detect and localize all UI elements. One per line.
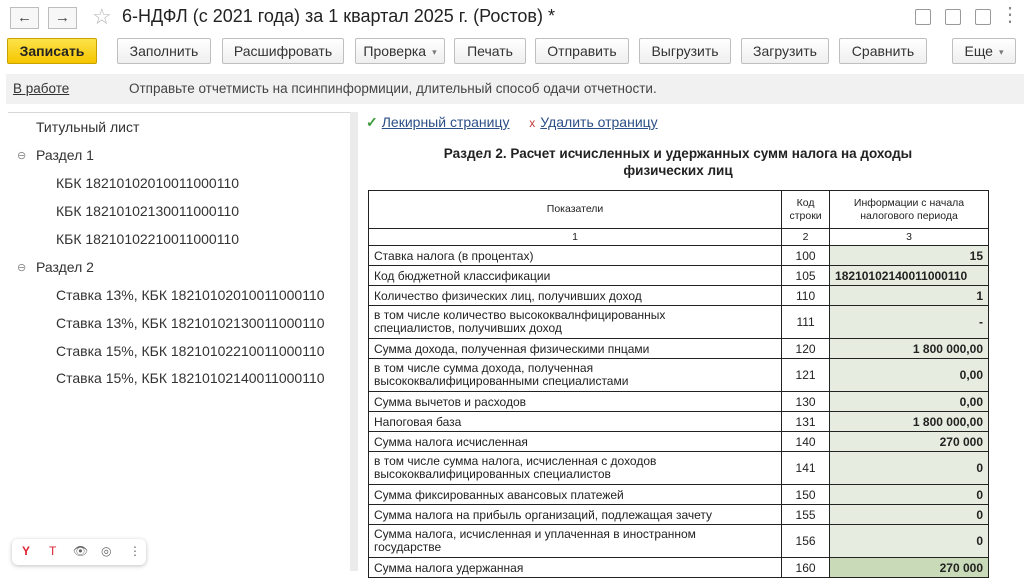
row-label: Ставка налога (в процентах) (369, 246, 782, 266)
delete-page-link[interactable]: Удалить отраницу (540, 114, 658, 130)
back-arrow-icon[interactable]: ← (10, 7, 39, 29)
header-code-line-1: Код (796, 196, 815, 209)
row-value-cell[interactable]: 1 800 000,00 (830, 412, 989, 432)
heading-line-2: физических лиц (623, 163, 733, 178)
status-link[interactable]: В работе (13, 81, 70, 96)
row-label: Сумма налога на прибыль организаций, подлежащая зачету (369, 505, 782, 525)
chevron-down-icon: ▾ (998, 47, 1004, 57)
row-code: 140 (782, 432, 830, 452)
row-value-cell[interactable]: 15 (830, 246, 989, 266)
header-info (830, 191, 989, 229)
tree-item-section-1[interactable]: Раздел 1 (36, 147, 94, 163)
row-value-cell[interactable]: 0 (830, 452, 989, 485)
more-button-label: Еще (964, 43, 993, 59)
row-value-cell[interactable]: 270 000 (830, 432, 989, 452)
tree-item-rate[interactable]: Ставка 15%, КБК 18210102210011000110 (56, 343, 325, 359)
row-value-cell[interactable]: 0 (830, 525, 989, 558)
row-code: 156 (782, 525, 830, 558)
column-numbers-row (369, 229, 989, 246)
row-code: 130 (782, 392, 830, 412)
title-bar (0, 0, 1024, 36)
table-row (369, 412, 989, 432)
row-label (369, 525, 782, 558)
table-row (369, 286, 989, 306)
page-actions (366, 114, 658, 131)
check-button-label: Проверка (363, 43, 427, 59)
screenshot-icon[interactable]: ◎ (101, 544, 112, 558)
row-value-cell[interactable]: 18210102140011000110 (830, 266, 989, 286)
import-button[interactable]: Загрузить (741, 38, 829, 64)
heading-line-1: Раздел 2. Расчет исчисленных и удержанных сумм налога на доходы (443, 146, 913, 161)
row-value-cell[interactable]: 0 (830, 485, 989, 505)
collapse-icon[interactable]: ⊖ (17, 150, 27, 162)
tree-item-section-2[interactable]: Раздел 2 (36, 259, 94, 275)
row-code: 160 (782, 558, 830, 578)
tree-item-title-page[interactable]: Титульный лист (36, 119, 140, 135)
more-dropdown-button[interactable] (952, 38, 1016, 64)
table-row (369, 392, 989, 412)
row-value-cell[interactable]: 1 800 000,00 (830, 339, 989, 359)
table-row (369, 525, 989, 558)
panel-splitter[interactable] (350, 112, 358, 571)
column-number: 1 (369, 229, 782, 246)
column-number: 3 (830, 229, 989, 246)
header-code (782, 191, 830, 229)
row-label-line-2: высококвалифицированными специалистами (374, 374, 629, 388)
row-value-cell[interactable]: 270 000 (830, 558, 989, 578)
save-disk-icon[interactable] (915, 9, 931, 25)
compare-button[interactable]: Сравнить (839, 38, 927, 64)
fill-button[interactable]: Заполнить (117, 38, 211, 64)
yandex-icon[interactable]: Y (22, 544, 31, 558)
row-value-cell[interactable]: 0,00 (830, 359, 989, 392)
row-value-cell[interactable]: 0 (830, 505, 989, 525)
row-value-cell[interactable]: 0,00 (830, 392, 989, 412)
check-dropdown-button[interactable] (355, 38, 445, 64)
row-label (369, 452, 782, 485)
cross-icon: x (529, 116, 536, 130)
row-label: Сумма вычетов и расходов (369, 392, 782, 412)
table-row (369, 339, 989, 359)
row-label-line-2: специалистов, получивших доход (374, 321, 562, 335)
row-label: Сумма дохода, полученная физическими пнцами (369, 339, 782, 359)
row-label: Сумма фиксированных авансовых платежей (369, 485, 782, 505)
table-row (369, 246, 989, 266)
table-row (369, 266, 989, 286)
row-value-cell[interactable]: 1 (830, 286, 989, 306)
header-indicator: Показатели (369, 191, 782, 229)
row-code: 141 (782, 452, 830, 485)
collapse-icon[interactable]: ⊖ (17, 262, 27, 274)
row-label: Количество физических лиц, получивших доход (369, 286, 782, 306)
tree-item-rate[interactable]: Ставка 13%, КБК 18210102130011000110 (56, 315, 325, 331)
row-code: 131 (782, 412, 830, 432)
table-row (369, 359, 989, 392)
header-code-line-2: строки (789, 209, 822, 222)
column-number: 2 (782, 229, 830, 246)
row-code: 155 (782, 505, 830, 525)
row-label: Напоговая база (369, 412, 782, 432)
toolbar (0, 36, 1024, 68)
add-page-link[interactable]: Лекирный страницу (381, 114, 510, 130)
table-row (369, 306, 989, 339)
chevron-down-icon: ▾ (432, 47, 437, 57)
status-bar (6, 74, 1024, 104)
export-button[interactable]: Выгрузить (639, 38, 731, 64)
row-code: 105 (782, 266, 830, 286)
table-row (369, 485, 989, 505)
table-row (369, 505, 989, 525)
status-message: Отправьте отчетмисть на псинпинформиции, длительный способ одачи отчетности. (129, 81, 657, 96)
preview-icon[interactable] (975, 9, 991, 25)
row-label-line-2: государстве (374, 540, 442, 554)
checkmark-icon: ✓ (366, 114, 378, 130)
tree-item-rate[interactable]: Ставка 13%, КБК 18210102010011000110 (56, 287, 325, 303)
row-label-line-2: высококвалифицированных специалистов (374, 467, 611, 481)
eye-icon[interactable]: 👁 (73, 544, 89, 558)
tree-item-rate-selected[interactable]: Ставка 15%, КБК 18210102140011000110 (56, 370, 325, 386)
section-heading (430, 145, 926, 179)
row-code: 120 (782, 339, 830, 359)
table-header-row (369, 191, 989, 229)
row-label-line-1: в том числе сумма дохода, полученная (374, 361, 594, 375)
more-menu-icon[interactable]: ⋮ (1000, 4, 1021, 26)
section-tree (8, 112, 350, 571)
header-info-line-2: налогового периода (860, 209, 958, 222)
row-label: Сумма налога исчисленная (369, 432, 782, 452)
row-label (369, 306, 782, 339)
print-icon[interactable] (945, 9, 961, 25)
row-code: 111 (782, 306, 830, 339)
table-row (369, 432, 989, 452)
row-code: 110 (782, 286, 830, 306)
window-title: 6-НДФЛ (с 2021 года) за 1 квартал 2025 г. (Ростов) * (122, 6, 555, 26)
text-select-icon[interactable]: T (49, 544, 57, 558)
more-icon[interactable]: ⋮ (129, 544, 141, 558)
tree-item-kbk[interactable]: КБК 18210102210011000110 (56, 231, 240, 247)
row-label-line-1: в том числе сумма налога, исчисленная с доходов (374, 454, 657, 468)
row-code: 150 (782, 485, 830, 505)
row-label: Код бюджетной классификации (369, 266, 782, 286)
table-row (369, 558, 989, 578)
favorite-star-icon[interactable]: ☆ (92, 4, 112, 29)
header-info-line-1: Информации с начала (853, 196, 965, 209)
row-label (369, 359, 782, 392)
row-code: 100 (782, 246, 830, 266)
send-button[interactable]: Отправить (535, 38, 629, 64)
decode-button[interactable]: Расшифровать (222, 38, 344, 64)
row-label-line-1: в том числе количество высококвалнфицированных (374, 308, 666, 322)
save-button[interactable]: Записать (7, 38, 97, 64)
row-label-line-1: Сумма налога, исчисленная и уплаченная в иностранном (374, 527, 696, 541)
report-table (368, 190, 989, 578)
row-value-cell[interactable]: - (830, 306, 989, 339)
tree-item-kbk[interactable]: КБК 18210102010011000110 (56, 175, 240, 191)
row-code: 121 (782, 359, 830, 392)
floating-toolbar (12, 539, 146, 565)
print-button[interactable]: Печать (454, 38, 526, 64)
forward-arrow-icon[interactable]: → (48, 7, 77, 29)
tree-item-kbk[interactable]: КБК 18210102130011000110 (56, 203, 240, 219)
table-row (369, 452, 989, 485)
row-label: Сумма налога удержанная (369, 558, 782, 578)
